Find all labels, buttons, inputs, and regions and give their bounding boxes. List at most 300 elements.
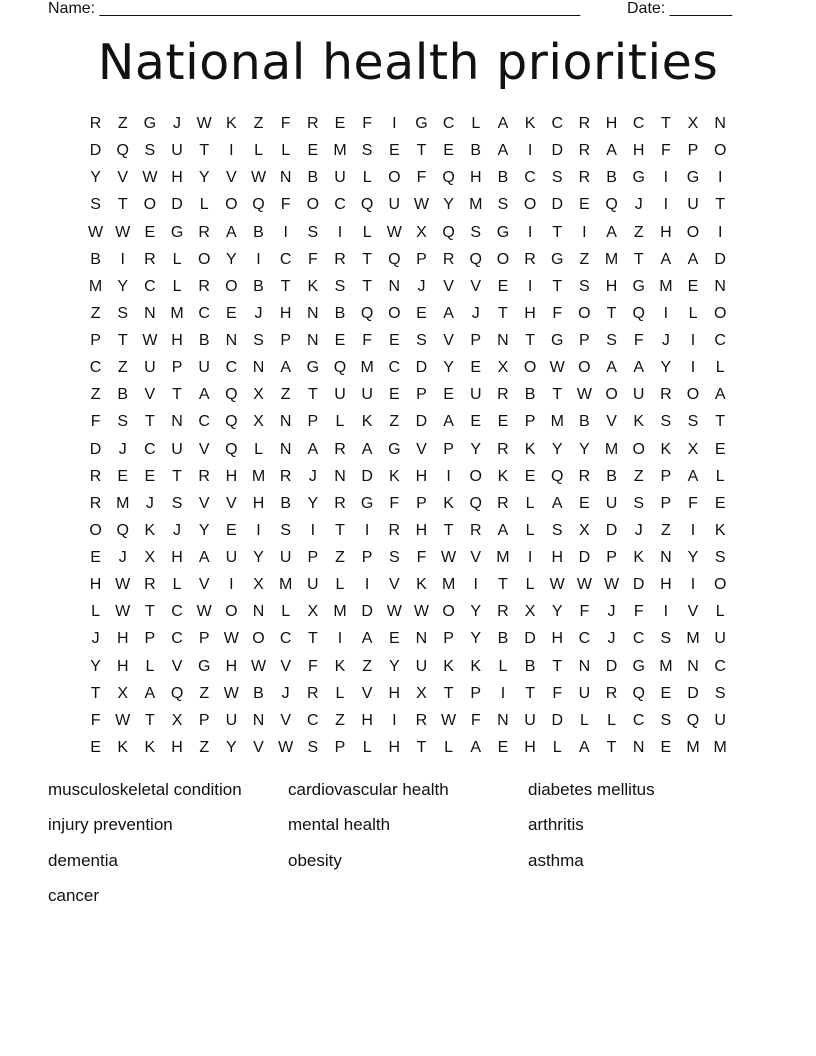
grid-letter: G: [632, 169, 645, 187]
grid-letter: O: [225, 196, 238, 214]
grid-letter: Z: [633, 223, 644, 241]
grid-letter: M: [686, 738, 700, 756]
grid-letter: B: [90, 250, 101, 268]
grid-letter: V: [606, 413, 617, 431]
grid-letter: Y: [90, 169, 101, 187]
grid-letter: E: [579, 196, 590, 214]
grid-letter: K: [144, 521, 156, 539]
grid-row: [82, 490, 734, 517]
grid-letter: S: [334, 277, 346, 295]
grid-letter: F: [688, 494, 698, 512]
grid-letter: N: [714, 115, 726, 132]
grid-letter: T: [335, 521, 345, 539]
grid-letter: L: [471, 115, 481, 132]
grid-letter: Z: [199, 738, 210, 756]
grid-letter: I: [283, 223, 288, 241]
grid-letter: L: [444, 738, 454, 756]
grid-letter: K: [144, 738, 156, 756]
grid-letter: U: [144, 359, 156, 377]
grid-letter: T: [117, 332, 128, 349]
grid-letter: K: [714, 521, 726, 539]
word-list-item: mental health: [288, 815, 391, 835]
grid-letter: H: [551, 549, 564, 566]
grid-letter: S: [470, 223, 482, 241]
grid-row: [82, 300, 734, 327]
grid-letter: W: [223, 630, 239, 648]
grid-letter: H: [524, 738, 536, 756]
grid-letter: A: [443, 304, 454, 322]
grid-letter: S: [714, 549, 726, 566]
grid-letter: A: [497, 115, 509, 132]
grid-letter: B: [253, 223, 264, 241]
grid-letter: J: [417, 277, 426, 295]
grid-letter: L: [362, 738, 372, 756]
grid-letter: B: [198, 332, 210, 349]
grid-letter: G: [686, 169, 700, 187]
grid-letter: H: [551, 630, 564, 648]
grid-letter: R: [144, 250, 156, 268]
grid-letter: T: [199, 142, 210, 160]
grid-letter: Q: [252, 196, 265, 214]
grid-letter: Z: [90, 386, 101, 404]
grid-letter: L: [172, 250, 182, 268]
grid-letter: Z: [280, 386, 291, 404]
grid-letter: I: [310, 521, 316, 539]
grid-letter: U: [714, 630, 726, 648]
grid-letter: V: [388, 576, 400, 594]
grid-letter: F: [416, 169, 427, 187]
grid-letter: I: [256, 250, 261, 268]
grid-letter: B: [579, 413, 590, 431]
grid-letter: T: [552, 277, 563, 295]
grid-letter: M: [333, 603, 347, 621]
grid-letter: N: [252, 359, 265, 377]
grid-letter: Y: [198, 521, 210, 539]
grid-letter: T: [307, 386, 318, 404]
grid-letter: F: [579, 603, 590, 621]
grid-letter: K: [524, 440, 536, 458]
grid-letter: N: [714, 277, 726, 295]
grid-letter: D: [415, 413, 428, 431]
grid-letter: W: [196, 603, 212, 621]
grid-letter: T: [525, 684, 535, 702]
grid-letter: D: [415, 359, 428, 377]
grid-letter: E: [334, 115, 346, 132]
grid-letter: K: [633, 413, 645, 431]
grid-letter: Q: [225, 386, 238, 404]
grid-letter: D: [714, 250, 726, 268]
grid-letter: Z: [660, 521, 671, 539]
grid-letter: V: [198, 576, 210, 594]
grid-letter: I: [527, 223, 533, 241]
grid-letter: K: [117, 738, 129, 756]
grid-letter: U: [578, 684, 591, 702]
grid-letter: M: [116, 494, 130, 512]
grid-letter: J: [634, 196, 643, 214]
grid-letter: B: [497, 169, 509, 187]
grid-letter: H: [116, 630, 129, 648]
grid-letter: Y: [443, 196, 454, 214]
grid-letter: D: [551, 711, 564, 729]
grid-letter: O: [197, 250, 211, 268]
grid-letter: A: [660, 250, 672, 268]
grid-letter: W: [115, 711, 131, 729]
grid-letter: V: [144, 386, 156, 404]
grid-letter: S: [579, 277, 590, 295]
grid-letter: W: [413, 196, 429, 214]
grid-letter: S: [307, 223, 319, 241]
grid-letter: H: [279, 304, 292, 322]
grid-letter: G: [632, 657, 645, 675]
grid-letter: E: [660, 738, 672, 756]
grid-letter: I: [690, 521, 696, 539]
grid-letter: I: [364, 521, 370, 539]
grid-letter: F: [90, 711, 101, 729]
grid-letter: Z: [579, 250, 590, 268]
grid-letter: H: [225, 657, 238, 675]
name-field: Name: ______________________________________________________: [48, 0, 581, 17]
grid-letter: L: [525, 576, 535, 594]
grid-letter: U: [171, 440, 183, 458]
grid-letter: Q: [225, 440, 238, 458]
grid-letter: N: [388, 277, 401, 295]
grid-letter: Q: [360, 196, 374, 214]
grid-letter: K: [470, 657, 482, 675]
grid-letter: A: [551, 494, 563, 512]
grid-letter: B: [470, 142, 482, 160]
grid-letter: U: [415, 657, 428, 675]
grid-letter: O: [442, 603, 455, 621]
grid-letter: Q: [388, 250, 401, 268]
grid-letter: G: [360, 494, 374, 512]
grid-letter: C: [551, 115, 564, 132]
grid-letter: H: [660, 223, 672, 241]
grid-letter: Z: [362, 657, 373, 675]
grid-letter: O: [225, 603, 238, 621]
grid-letter: U: [632, 386, 645, 404]
grid-letter: Y: [226, 250, 237, 268]
grid-letter: N: [144, 304, 156, 322]
grid-letter: H: [89, 576, 102, 594]
grid-letter: X: [144, 549, 156, 566]
grid-letter: W: [576, 576, 592, 594]
grid-letter: B: [280, 494, 291, 512]
grid-letter: T: [660, 115, 671, 132]
grid-letter: L: [362, 223, 372, 241]
grid-letter: P: [660, 467, 672, 485]
grid-row: [82, 680, 734, 707]
word-list-item: cancer: [48, 885, 100, 905]
grid-letter: G: [170, 223, 184, 241]
grid-letter: E: [687, 277, 699, 295]
grid-letter: K: [307, 277, 319, 295]
grid-letter: J: [607, 630, 616, 648]
grid-letter: I: [500, 684, 506, 702]
grid-letter: E: [144, 223, 156, 241]
grid-letter: H: [388, 684, 401, 702]
grid-letter: S: [497, 196, 509, 214]
grid-letter: T: [715, 413, 726, 431]
grid-letter: L: [145, 657, 155, 675]
grid-letter: K: [443, 657, 454, 675]
grid-letter: H: [116, 657, 129, 675]
grid-row: [82, 408, 734, 435]
grid-letter: M: [170, 304, 184, 322]
grid-letter: N: [415, 630, 428, 648]
grid-letter: N: [497, 711, 509, 729]
grid-letter: I: [527, 549, 533, 566]
grid-letter: R: [497, 603, 509, 621]
grid-letter: F: [633, 603, 644, 621]
word-list-item: obesity: [288, 850, 342, 870]
grid-letter: X: [253, 386, 264, 404]
grid-letter: R: [89, 115, 102, 132]
grid-letter: E: [470, 413, 482, 431]
grid-letter: C: [144, 440, 156, 458]
grid-letter: H: [171, 169, 183, 187]
grid-letter: W: [413, 603, 429, 621]
grid-letter: N: [279, 440, 292, 458]
grid-letter: L: [281, 603, 291, 621]
grid-row: [82, 246, 734, 273]
grid-letter: D: [361, 467, 373, 485]
grid-letter: R: [497, 494, 509, 512]
grid-letter: O: [578, 359, 591, 377]
grid-letter: V: [226, 169, 237, 187]
grid-letter: T: [606, 304, 617, 322]
grid-letter: T: [443, 521, 454, 539]
grid-letter: P: [307, 413, 319, 431]
grid-letter: E: [497, 738, 509, 756]
grid-letter: G: [306, 359, 320, 377]
grid-row: [82, 517, 734, 544]
grid-letter: T: [362, 277, 373, 295]
grid-letter: A: [361, 440, 373, 458]
grid-letter: Q: [469, 494, 482, 512]
grid-letter: V: [280, 711, 291, 729]
grid-letter: D: [171, 196, 183, 214]
grid-letter: V: [361, 684, 373, 702]
grid-letter: E: [388, 630, 400, 648]
grid-letter: I: [663, 196, 669, 214]
grid-letter: E: [443, 386, 454, 404]
grid-letter: M: [333, 142, 347, 160]
grid-letter: C: [198, 413, 210, 431]
grid-letter: O: [686, 386, 700, 404]
grid-letter: U: [171, 142, 183, 160]
grid-letter: F: [307, 657, 318, 675]
grid-letter: L: [607, 711, 616, 729]
grid-letter: R: [388, 521, 401, 539]
grid-letter: Z: [117, 359, 128, 377]
grid-letter: C: [632, 115, 645, 132]
grid-letter: W: [115, 223, 131, 241]
grid-letter: P: [416, 386, 427, 404]
grid-letter: L: [498, 657, 508, 675]
grid-letter: C: [144, 277, 156, 295]
grid-letter: D: [578, 549, 591, 566]
grid-letter: V: [470, 549, 482, 566]
grid-letter: J: [254, 304, 263, 322]
grid-letter: L: [335, 413, 345, 431]
grid-letter: H: [171, 549, 183, 566]
grid-letter: A: [606, 223, 617, 241]
grid-letter: J: [281, 684, 290, 702]
grid-letter: B: [253, 277, 264, 295]
grid-letter: N: [660, 549, 672, 566]
grid-letter: D: [605, 657, 618, 675]
grid-row: [82, 110, 734, 137]
grid-letter: P: [307, 549, 319, 566]
grid-letter: C: [171, 603, 183, 621]
grid-letter: D: [605, 521, 618, 539]
grid-letter: Q: [333, 359, 347, 377]
grid-letter: W: [386, 603, 402, 621]
grid-letter: A: [579, 738, 590, 756]
grid-letter: I: [527, 277, 533, 295]
grid-letter: E: [90, 738, 101, 756]
grid-letter: L: [715, 359, 725, 377]
grid-letter: E: [579, 494, 590, 512]
grid-letter: L: [715, 467, 725, 485]
grid-letter: Z: [117, 115, 128, 132]
grid-letter: Z: [335, 549, 345, 566]
grid-letter: M: [360, 359, 374, 377]
grid-letter: S: [714, 684, 726, 702]
grid-letter: I: [717, 223, 723, 241]
grid-letter: E: [388, 386, 400, 404]
grid-row: [82, 436, 734, 463]
grid-letter: Y: [660, 359, 672, 377]
grid-letter: W: [115, 576, 131, 594]
grid-letter: H: [171, 332, 183, 349]
grid-letter: P: [171, 359, 183, 377]
grid-row: [82, 219, 734, 246]
grid-letter: H: [605, 115, 618, 132]
grid-letter: W: [441, 549, 457, 566]
grid-letter: R: [524, 250, 536, 268]
grid-letter: R: [578, 115, 591, 132]
grid-letter: J: [607, 603, 616, 621]
grid-letter: W: [250, 169, 267, 187]
grid-letter: P: [416, 494, 427, 512]
grid-letter: E: [497, 413, 509, 431]
grid-letter: S: [280, 521, 291, 539]
grid-letter: P: [144, 630, 156, 648]
grid-row: [82, 164, 734, 191]
grid-letter: U: [334, 169, 346, 187]
grid-letter: S: [117, 413, 129, 431]
grid-letter: R: [578, 467, 591, 485]
grid-letter: K: [334, 657, 346, 675]
grid-letter: O: [713, 142, 727, 160]
grid-letter: Q: [605, 196, 618, 214]
grid-letter: X: [416, 223, 427, 241]
grid-letter: S: [551, 169, 563, 187]
page-title: National health priorities: [97, 34, 719, 91]
grid-letter: S: [687, 413, 699, 431]
grid-letter: C: [89, 359, 102, 377]
grid-letter: L: [281, 142, 291, 160]
grid-letter: C: [225, 359, 238, 377]
grid-letter: M: [604, 440, 619, 458]
grid-letter: F: [470, 711, 481, 729]
grid-letter: H: [171, 738, 183, 756]
grid-letter: L: [362, 169, 372, 187]
grid-row: [82, 273, 734, 300]
grid-letter: R: [605, 684, 618, 702]
grid-letter: A: [606, 359, 617, 377]
grid-letter: U: [714, 711, 726, 729]
grid-letter: P: [524, 413, 536, 431]
grid-letter: W: [250, 657, 267, 675]
grid-letter: V: [198, 494, 210, 512]
grid-letter: T: [416, 738, 427, 756]
grid-letter: R: [198, 223, 210, 241]
grid-letter: Z: [253, 115, 264, 132]
grid-letter: C: [632, 711, 645, 729]
grid-letter: M: [713, 738, 727, 756]
grid-letter: T: [145, 711, 155, 729]
grid-letter: C: [578, 630, 591, 648]
grid-letter: D: [524, 630, 536, 648]
grid-letter: O: [469, 467, 482, 485]
grid-letter: E: [416, 304, 427, 322]
grid-letter: Y: [687, 549, 699, 566]
grid-letter: M: [686, 630, 700, 648]
grid-letter: E: [226, 304, 237, 322]
grid-letter: E: [443, 142, 454, 160]
grid-letter: X: [687, 440, 699, 458]
grid-letter: R: [497, 386, 509, 404]
grid-letter: H: [524, 304, 536, 322]
grid-letter: W: [223, 684, 239, 702]
grid-letter: Z: [90, 304, 101, 322]
grid-letter: S: [171, 494, 183, 512]
grid-letter: O: [388, 304, 401, 322]
grid-letter: X: [307, 603, 319, 621]
grid-letter: T: [280, 277, 291, 295]
grid-letter: H: [415, 521, 428, 539]
grid-letter: L: [715, 603, 725, 621]
grid-letter: E: [497, 277, 509, 295]
grid-row: [82, 653, 734, 680]
grid-letter: F: [660, 142, 671, 160]
grid-letter: O: [523, 359, 537, 377]
grid-letter: U: [225, 711, 238, 729]
grid-letter: I: [364, 576, 370, 594]
grid-letter: H: [632, 142, 645, 160]
grid-letter: U: [307, 576, 319, 594]
grid-letter: U: [605, 494, 618, 512]
grid-letter: G: [632, 277, 645, 295]
grid-letter: L: [254, 440, 263, 458]
grid-letter: E: [524, 467, 536, 485]
grid-letter: T: [498, 576, 508, 594]
grid-letter: Y: [443, 359, 454, 377]
grid-letter: D: [551, 196, 564, 214]
grid-letter: N: [687, 657, 699, 675]
grid-letter: T: [498, 304, 508, 322]
grid-letter: R: [497, 440, 509, 458]
grid-letter: T: [117, 196, 128, 214]
grid-letter: W: [142, 169, 158, 187]
grid-letter: A: [633, 359, 645, 377]
grid-letter: X: [579, 521, 590, 539]
grid-letter: Y: [307, 494, 319, 512]
grid-letter: S: [361, 142, 373, 160]
grid-letter: S: [660, 413, 672, 431]
